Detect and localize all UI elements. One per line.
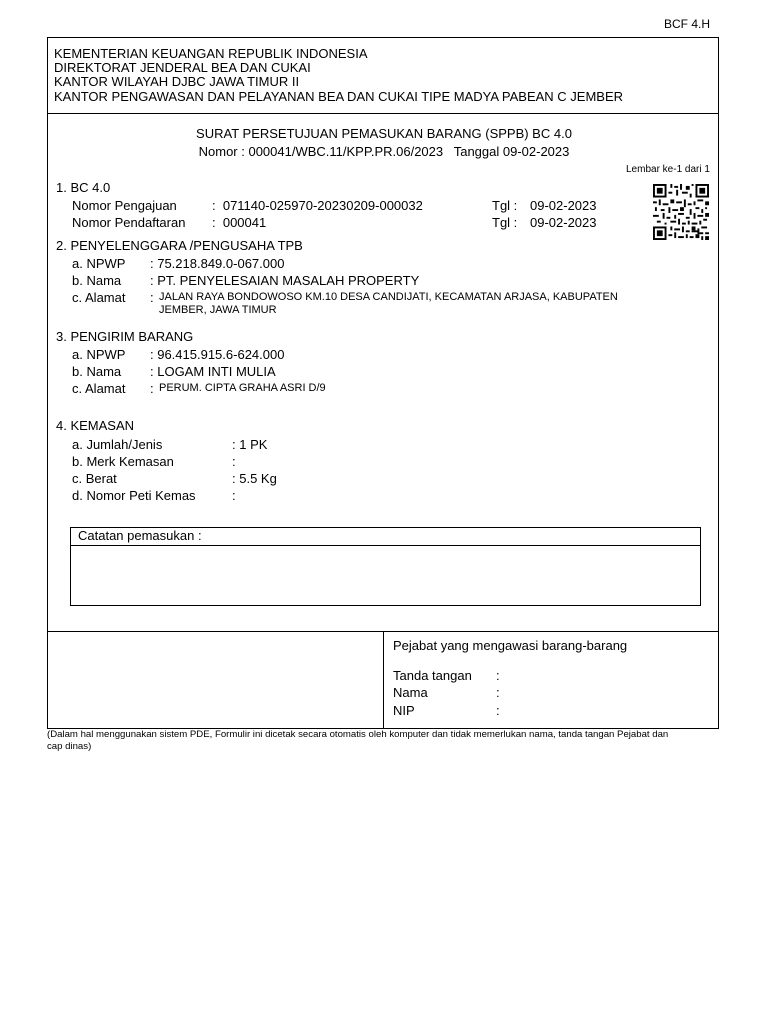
merk-value: :: [232, 454, 236, 469]
nomor-pengajuan-label: Nomor Pengajuan: [72, 198, 177, 213]
nomor-pengajuan-value: : 071140-025970-20230209-000032: [212, 198, 423, 213]
npwp-label: a. NPWP: [72, 256, 126, 271]
catatan-label: Catatan pemasukan :: [78, 528, 202, 543]
nomor-pendaftaran-value: : 000041: [212, 215, 267, 230]
pengirim-nama-label: b. Nama: [72, 364, 122, 379]
alamat-line-1: JALAN RAYA BONDOWOSO KM.10 DESA CANDIJATI, KECAMATAN ARJASA, KABUPATEN: [159, 291, 618, 303]
footnote-line-2: cap dinas): [47, 741, 92, 752]
peti-kemas-label: d. Nomor Peti Kemas: [72, 488, 196, 503]
alamat-label: c. Alamat: [72, 290, 126, 305]
pejabat-title: Pejabat yang mengawasi barang-barang: [393, 638, 628, 653]
header-line-3: KANTOR WILAYAH DJBC JAWA TIMUR II: [54, 74, 300, 89]
signature-vertical-divider: [383, 631, 384, 729]
form-code: BCF 4.H: [664, 17, 711, 31]
pengirim-alamat-value: PERUM. CIPTA GRAHA ASRI D/9: [159, 382, 326, 394]
catatan-divider: [70, 545, 701, 546]
pengirim-npwp-value: : 96.415.915.6-624.000: [150, 347, 285, 362]
nama-label: b. Nama: [72, 273, 122, 288]
header-line-4: KANTOR PENGAWASAN DAN PELAYANAN BEA DAN CUKAI TIPE MADYA PABEAN C JEMBER: [54, 89, 624, 104]
pejabat-nama-label: Nama: [393, 685, 428, 700]
qr-code-icon: [653, 184, 709, 240]
pengirim-npwp-label: a. NPWP: [72, 347, 126, 362]
pendaftaran-date-value: 09-02-2023: [530, 215, 597, 230]
pendaftaran-date-label: Tgl :: [492, 215, 518, 230]
section-3-heading: 3. PENGIRIM BARANG: [56, 329, 194, 344]
pejabat-nama-colon: :: [496, 685, 500, 700]
tanda-tangan-colon: :: [496, 668, 500, 683]
footnote-line-1: (Dalam hal menggunakan sistem PDE, Formulir ini dicetak secara otomatis oleh komputer dan tidak memerlukan nama, tanda tangan Pejabat dan: [47, 729, 669, 740]
document-title: SURAT PERSETUJUAN PEMASUKAN BARANG (SPPB) BC 4.0: [196, 126, 572, 141]
header-line-2: DIREKTORAT JENDERAL BEA DAN CUKAI: [54, 60, 311, 75]
nip-colon: :: [496, 703, 500, 718]
nama-value: : PT. PENYELESAIAN MASALAH PROPERTY: [150, 273, 420, 288]
alamat-line-2: JEMBER, JAWA TIMUR: [159, 304, 277, 316]
header-line-1: KEMENTERIAN KEUANGAN REPUBLIK INDONESIA: [54, 46, 368, 61]
pengajuan-date-value: 09-02-2023: [530, 198, 597, 213]
jumlah-value: : 1 PK: [232, 437, 268, 452]
pengirim-nama-value: : LOGAM INTI MULIA: [150, 364, 276, 379]
section-2-heading: 2. PENYELENGGARA /PENGUSAHA TPB: [56, 238, 303, 253]
section-1-heading: 1. BC 4.0: [56, 180, 111, 195]
berat-value: : 5.5 Kg: [232, 471, 277, 486]
peti-kemas-value: :: [232, 488, 236, 503]
pengirim-alamat-colon: :: [150, 381, 154, 396]
tanda-tangan-label: Tanda tangan: [393, 668, 472, 683]
nip-label: NIP: [393, 703, 415, 718]
sheet-counter: Lembar ke-1 dari 1: [626, 164, 710, 175]
alamat-colon: :: [150, 290, 154, 305]
header-divider: [47, 113, 719, 114]
section-4-heading: 4. KEMASAN: [56, 418, 135, 433]
pengajuan-date-label: Tgl :: [492, 198, 518, 213]
npwp-value: : 75.218.849.0-067.000: [150, 256, 285, 271]
berat-label: c. Berat: [72, 471, 117, 486]
document-number: Nomor : 000041/WBC.11/KPP.PR.06/2023 Tanggal 09-02-2023: [198, 144, 570, 159]
nomor-pendaftaran-label: Nomor Pendaftaran: [72, 215, 186, 230]
pengirim-alamat-label: c. Alamat: [72, 381, 126, 396]
merk-label: b. Merk Kemasan: [72, 454, 174, 469]
jumlah-label: a. Jumlah/Jenis: [72, 437, 163, 452]
